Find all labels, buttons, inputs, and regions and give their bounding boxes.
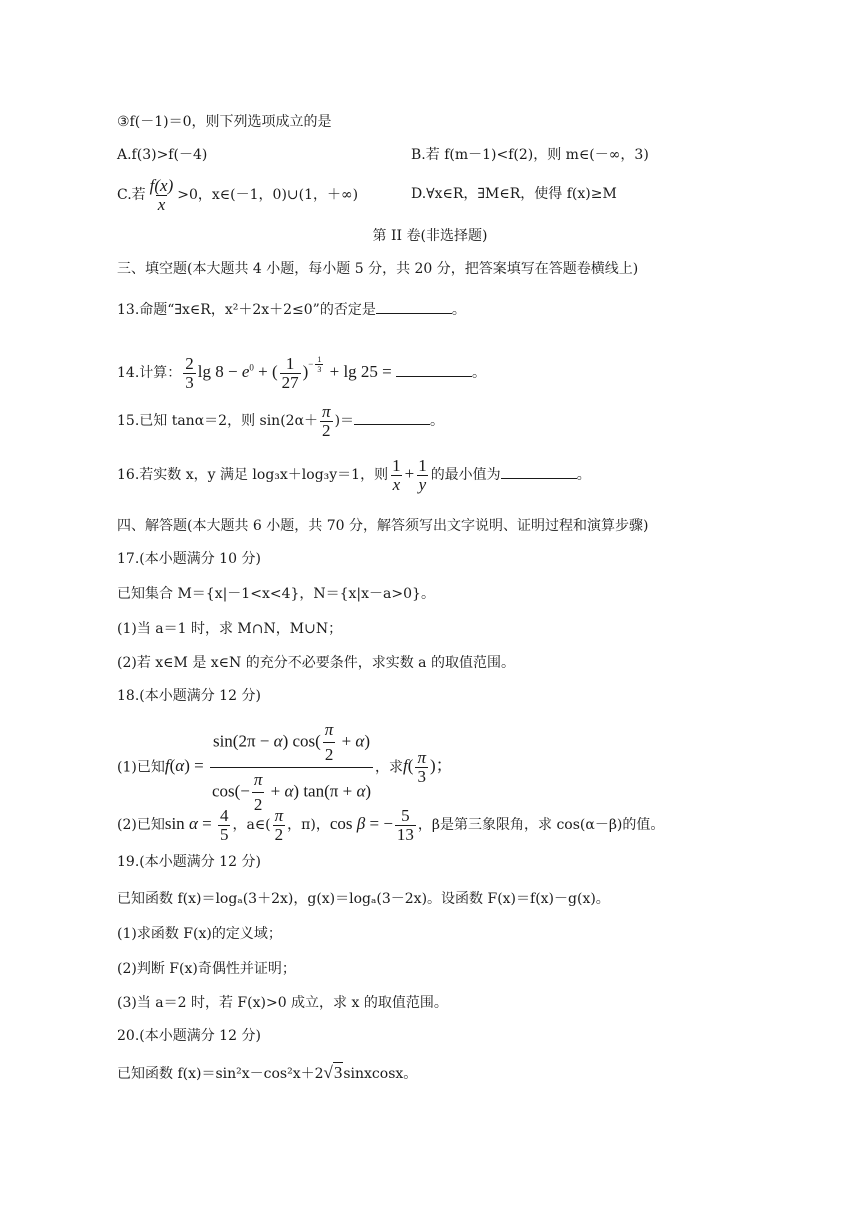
q18-sin-alpha: sin α = $\frac{4}{5}$ bbox=[164, 805, 229, 844]
q15-prefix: 15.已知 tanα＝2，则 sin(2α＋ bbox=[117, 413, 319, 429]
q12-option-c-suffix: >0，x∈(－1，0)∪(1，＋∞) bbox=[177, 187, 359, 203]
q20-stem-prefix: 已知函数 f(x)＝sin²x－cos²x＋2 bbox=[117, 1066, 324, 1082]
q18-cos-beta: cos β = − $\frac{5}{13}$ bbox=[329, 805, 414, 844]
q19-part-3: (3)当 a＝2 时，若 F(x)>0 成立，求 x 的取值范围。 bbox=[117, 995, 448, 1011]
q14-text: 14.计算： bbox=[117, 365, 182, 381]
q18-part-2-prefix: (2)已知 bbox=[117, 817, 165, 833]
q18-f-pi-over-3: f( $\frac{\pi}{3}$ )； bbox=[403, 748, 453, 786]
q18-part-2-interval-open: ，a∈( bbox=[232, 817, 271, 833]
q12-option-c-denominator: x bbox=[157, 194, 166, 214]
q14 bbox=[117, 342, 486, 395]
q12-option-d: D.∀x∈R，∃M∈R，使得 f(x)≥M bbox=[411, 186, 617, 202]
q17-part-2: (2)若 x∈M 是 x∈N 的充分不必要条件，求实数 a 的取值范围。 bbox=[117, 655, 515, 671]
q15 bbox=[117, 402, 444, 440]
q19-part-2: (2)判断 F(x)奇偶性并证明； bbox=[117, 961, 296, 977]
q19-title: 19.(本小题满分 12 分) bbox=[117, 854, 261, 870]
q17-stem: 已知集合 M＝{x|－1<x<4}，N＝{x|x－a>0}。 bbox=[117, 586, 435, 602]
q13-answer-blank bbox=[376, 299, 452, 314]
q18-part-1-ask: ，求 bbox=[375, 759, 404, 776]
q15-fraction: $\frac{\pi}{2}$ bbox=[322, 401, 331, 440]
q14-answer-blank bbox=[396, 362, 472, 377]
q13-end: 。 bbox=[451, 302, 466, 318]
q15-suffix: )＝ bbox=[334, 413, 355, 429]
part-2-title: 第 II 卷(非选择题) bbox=[372, 228, 488, 244]
q18-part-1 bbox=[117, 718, 453, 817]
q12-option-b: B.若 f(m－1)<f(2)，则 m∈(－∞，3) bbox=[411, 147, 649, 163]
q19-stem: 已知函数 f(x)＝logₐ(3＋2x)，g(x)＝logₐ(3－2x)。设函数 F(x)＝f(x)－g(x)。 bbox=[117, 891, 610, 907]
q16 bbox=[117, 455, 591, 494]
q13 bbox=[117, 299, 466, 320]
q18-part-2-interval-close: ，π)， bbox=[287, 817, 330, 833]
q19-part-1: (1)求函数 F(x)的定义域； bbox=[117, 926, 282, 942]
q17-title: 17.(本小题满分 10 分) bbox=[117, 551, 261, 567]
q13-text: 13.命题“∃x∈R，x²＋2x＋2≤0”的否定是 bbox=[117, 302, 376, 318]
q12-option-a: A.f(3)>f(－4) bbox=[117, 147, 208, 163]
q16-end: 。 bbox=[576, 467, 591, 483]
section-4-heading: 四、解答题(本大题共 6 小题，共 70 分，解答须写出文字说明、证明过程和演算步骤) bbox=[117, 518, 649, 534]
q14-expression: $\frac{2}{3}$ $\lg 8 - e^0$ + ( $\frac{1}{27}$ )$^{- \frac{1}{3}}$ + lg 25 = bbox=[185, 353, 397, 392]
q18-part-2-ask: ，β是第三象限角，求 cos(α－β)的值。 bbox=[417, 817, 665, 833]
q12-option-c-prefix: C.若 bbox=[117, 187, 146, 203]
q18-function-definition: f(α) = sin(2π − α) cos( $\frac{\pi}{2}$ + α) cos(− $\frac{\pi}{2}$ + α) tan(π + α) bbox=[165, 756, 375, 775]
q12-option-c bbox=[117, 176, 358, 214]
q16-answer-blank bbox=[501, 464, 577, 479]
q15-answer-blank bbox=[354, 410, 430, 425]
q20-sqrt-3: √3 bbox=[323, 1063, 343, 1082]
q18-title: 18.(本小题满分 12 分) bbox=[117, 688, 261, 704]
q18-pi-over-2: $\frac{\pi}{2}$ bbox=[274, 805, 284, 844]
q18-part-1-prefix: (1)已知 bbox=[117, 759, 165, 776]
q14-end: 。 bbox=[472, 365, 487, 381]
q16-prefix: 16.若实数 x，y 满足 log₃x＋log₃y＝1，则 bbox=[117, 467, 389, 483]
q20-stem-suffix: sinxcosx。 bbox=[343, 1066, 418, 1082]
q18-part-2 bbox=[117, 804, 664, 845]
section-3-heading: 三、填空题(本大题共 4 小题，每小题 5 分，共 20 分，把答案填写在答题卷横线上) bbox=[117, 261, 639, 277]
q12-option-c-numerator: f(x) bbox=[149, 175, 174, 195]
q17-part-1: (1)当 a＝1 时，求 M∩N，M∪N； bbox=[117, 621, 343, 637]
q16-expression: $\frac{1}{x}$ + $\frac{1}{y}$ bbox=[392, 455, 427, 494]
q20-stem bbox=[117, 1063, 417, 1084]
q15-end: 。 bbox=[430, 413, 445, 429]
q12-condition-3: ③f(－1)＝0，则下列选项成立的是 bbox=[117, 114, 332, 130]
q16-suffix: 的最小值为 bbox=[430, 467, 501, 483]
q20-title: 20.(本小题满分 12 分) bbox=[117, 1028, 261, 1044]
